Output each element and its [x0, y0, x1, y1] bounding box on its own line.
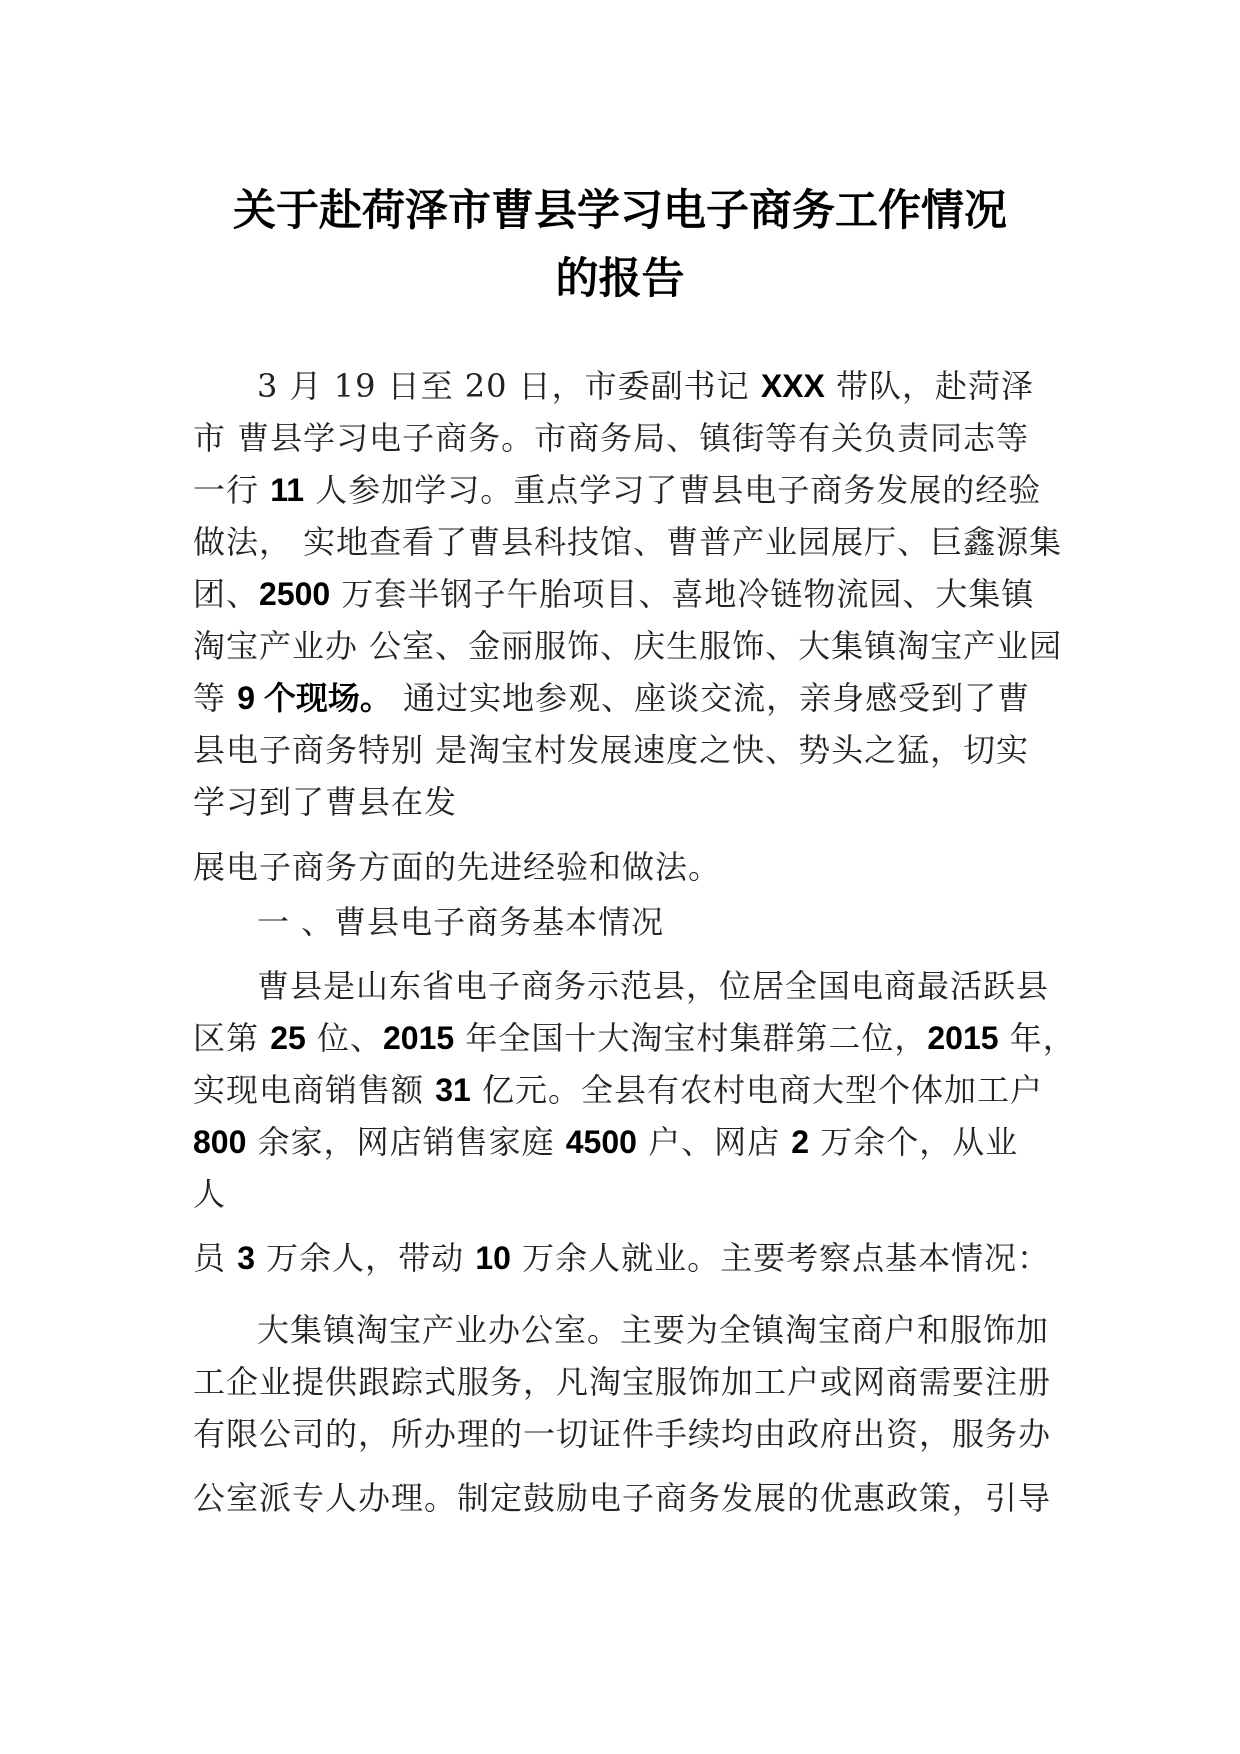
intro-line-5: 团、2500 万套半钢子午胎项目、喜地冷链物流园、大集镇	[193, 575, 1035, 613]
para1-line-4: 800 余家，网店销售家庭 4500 户、网店 2 万余个，从业	[193, 1123, 1019, 1161]
intro-line-3: 一行 11 人参加学习。重点学习了曹县电子商务发展的经验	[193, 471, 1042, 509]
report-title-line-1: 关于赴荷泽市曹县学习电子商务工作情况	[233, 186, 1007, 236]
intro-line-2: 市 曹县学习电子商务。市商务局、镇街等有关负责同志等	[193, 419, 1030, 457]
para1-line-3: 实现电商销售额 31 亿元。全县有农村电商大型个体加工户	[193, 1071, 1043, 1109]
intro-line-4: 做法， 实地查看了曹县科技馆、曹普产业园展厅、巨鑫源集	[193, 523, 1063, 561]
intro-line-7: 等 9 个现场。 通过实地参观、座谈交流，亲身感受到了曹	[193, 679, 1031, 717]
para2-line-2: 工企业提供跟踪式服务，凡淘宝服饰加工户或网商需要注册	[193, 1363, 1052, 1401]
intro-line-10: 展电子商务方面的先进经验和做法。	[193, 848, 722, 886]
intro-line-8: 县电子商务特别 是淘宝村发展速度之快、势头之猛，切实	[193, 731, 1030, 769]
para2-line-4: 公室派专人办理。制定鼓励电子商务发展的优惠政策，引导	[193, 1479, 1052, 1517]
para2-line-3: 有限公司的，所办理的一切证件手续均由政府出资，服务办	[193, 1415, 1052, 1453]
para1-line-2: 区第 25 位、2015 年全国十大淘宝村集群第二位，2015 年，	[193, 1019, 1076, 1057]
section-1-heading: 一 、曹县电子商务基本情况	[257, 903, 665, 941]
para1-line-1: 曹县是山东省电子商务示范县，位居全国电商最活跃县	[257, 967, 1050, 1005]
para1-line-5: 人	[193, 1175, 227, 1213]
para1-line-6: 员 3 万余人，带动 10 万余人就业。主要考察点基本情况：	[193, 1239, 1051, 1277]
intro-line-1: 3 月 19 日至 20 日，市委副书记 XXX 带队，赴菏泽	[257, 367, 1035, 405]
report-title-line-2: 的报告	[555, 254, 685, 304]
intro-line-6: 淘宝产业办 公室、金丽服饰、庆生服饰、大集镇淘宝产业园	[193, 627, 1063, 665]
para2-line-1: 大集镇淘宝产业办公室。主要为全镇淘宝商户和服饰加	[257, 1311, 1050, 1349]
intro-line-9: 学习到了曹县在发	[193, 783, 458, 821]
